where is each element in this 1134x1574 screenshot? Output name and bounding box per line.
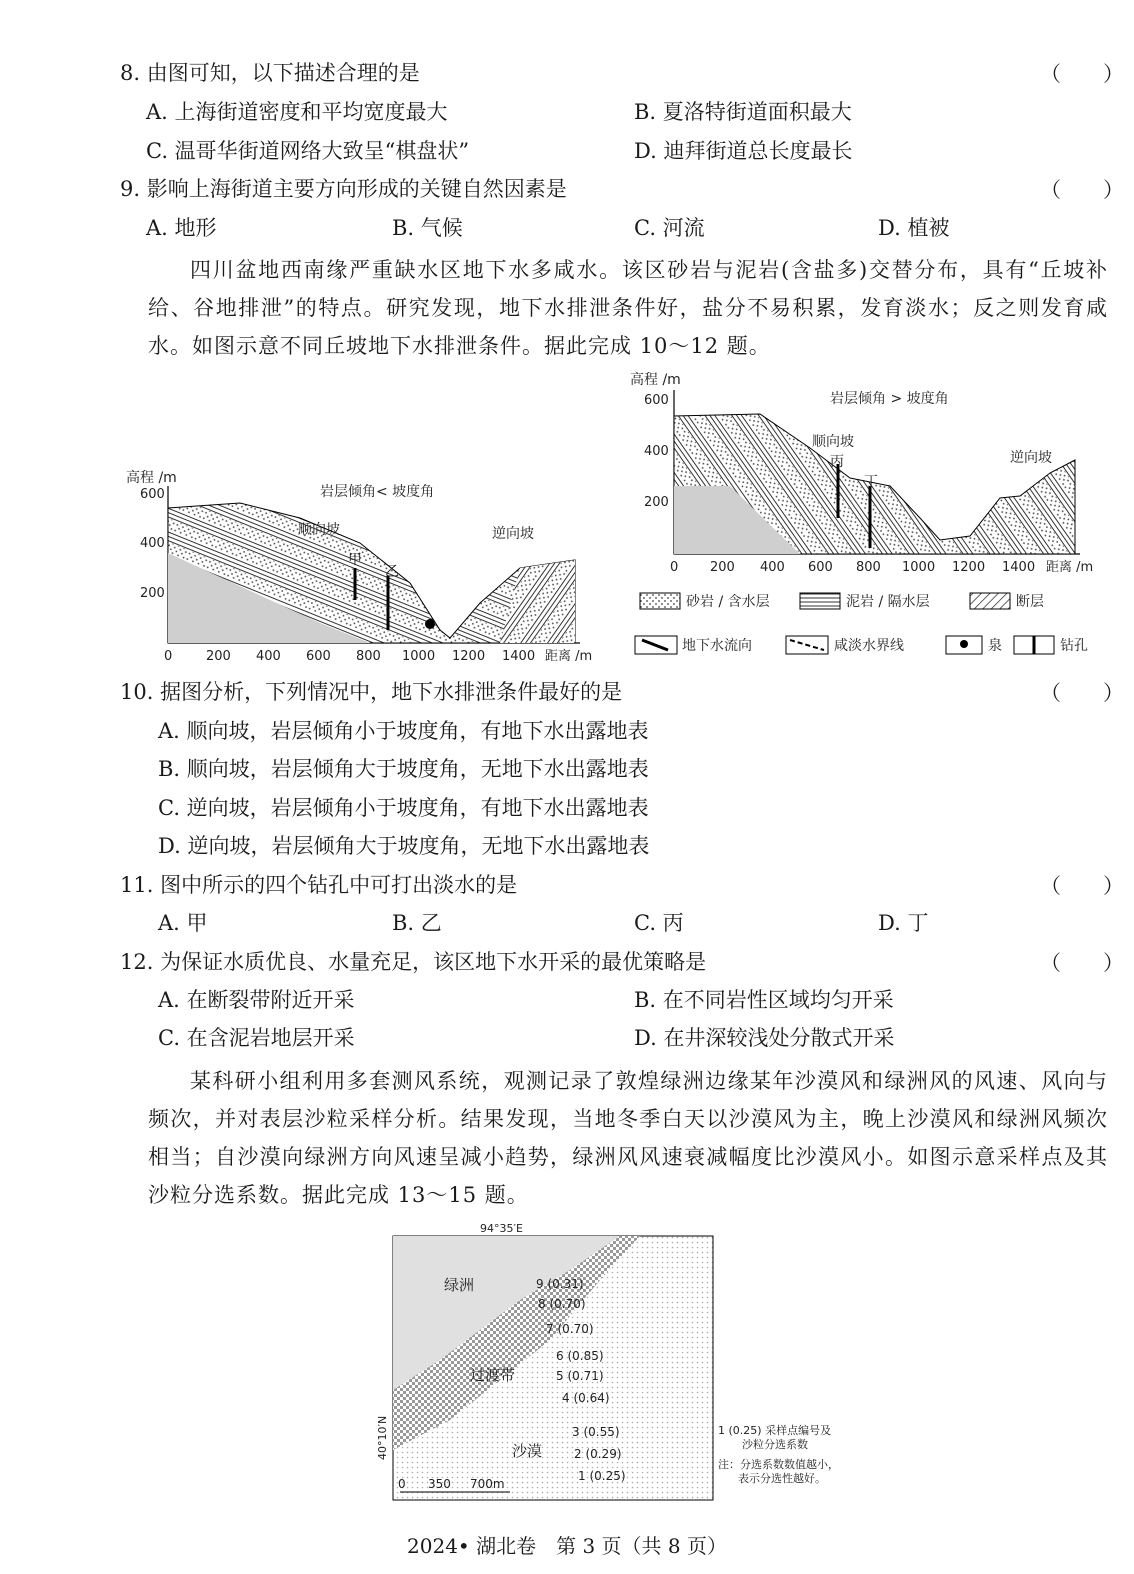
q10-option-a: A. 顺向坡，岩层倾角小于坡度角，有地下水出露地表 — [158, 719, 649, 743]
q12-stem: 12. 为保证水质优良、水量充足，该区地下水开采的最优策略是 — [120, 950, 707, 974]
sample-point-8: 8 (0.70) — [538, 1297, 586, 1311]
q8-option-b: B. 夏洛特街道面积最大 — [634, 100, 852, 124]
q10-stem: 10. 据图分析，下列情况中，地下水排泄条件最好的是 — [120, 680, 623, 704]
right-xtick: 1000 — [902, 560, 936, 575]
sample-point-3: 3 (0.55) — [572, 1425, 620, 1439]
left-ytick-400: 400 — [140, 536, 165, 551]
q10-option-b: B. 顺向坡，岩层倾角大于坡度角，无地下水出露地表 — [158, 757, 649, 781]
left-well-jia: 甲 — [348, 552, 362, 568]
legend-salt-fresh-boundary: 咸淡水界线 — [834, 638, 904, 654]
left-ylabel: 高程 /m — [126, 470, 177, 486]
q11-paren: （ ） — [1040, 874, 1124, 898]
right-cross-section — [630, 371, 1093, 654]
left-slope2: 逆向坡 — [492, 526, 534, 542]
right-ytick-600: 600 — [644, 393, 669, 408]
map-note-line1: 注：分选系数数值越小， — [718, 1458, 839, 1471]
q9-option-a: A. 地形 — [146, 216, 217, 240]
left-xtick: 800 — [356, 649, 381, 664]
q11-stem: 11. 图中所示的四个钻孔中可打出淡水的是 — [120, 873, 518, 897]
right-well-bing: 丙 — [830, 454, 844, 470]
right-xtick: 600 — [808, 560, 833, 575]
left-well-yi: 乙 — [385, 564, 399, 580]
scale-350: 350 — [428, 1477, 451, 1491]
sample-point-5: 5 (0.71) — [556, 1369, 604, 1383]
passage-groundwater: 四川盆地西南缘严重缺水区地下水多咸水。该区砂岩与泥岩(含盐多)交替分布，具有“丘坡补给、谷地排泄”的特点。研究发现，地下水排泄条件好，盐分不易积累，发育淡水；反之则发育咸水。如图示意不同丘坡地下水排泄条件。据此完成 10～12 题。 — [148, 258, 1108, 358]
q8-paren: （ ） — [1040, 62, 1124, 86]
q11-option-b: B. 乙 — [392, 911, 442, 935]
q12-option-d: D. 在井深较浅处分散式开采 — [634, 1026, 895, 1050]
sample-point-9: 9 (0.31) — [536, 1277, 584, 1291]
right-slope1: 顺向坡 — [812, 434, 854, 450]
legend-fault: 断层 — [1016, 594, 1044, 610]
q9-paren: （ ） — [1040, 178, 1124, 202]
left-slope1: 顺向坡 — [298, 522, 340, 538]
map-legend-line1: 1 (0.25) 采样点编号及 — [718, 1424, 832, 1437]
q8-stem: 8. 由图可知，以下描述合理的是 — [120, 61, 420, 85]
right-xtick: 800 — [856, 560, 881, 575]
q9-option-c: C. 河流 — [634, 216, 705, 240]
q8-option-c: C. 温哥华街道网络大致呈“棋盘状” — [146, 139, 470, 163]
legend-mudstone: 泥岩 / 隔水层 — [846, 594, 930, 610]
right-slope2: 逆向坡 — [1010, 450, 1052, 466]
legend-borehole: 钻孔 — [1060, 638, 1088, 654]
q12-option-a: A. 在断裂带附近开采 — [158, 988, 355, 1012]
q11-option-d: D. 丁 — [878, 911, 929, 935]
left-xtick: 200 — [206, 649, 231, 664]
left-xtick: 600 — [306, 649, 331, 664]
left-xtick: 1000 — [402, 649, 436, 664]
sample-point-7: 7 (0.70) — [546, 1322, 594, 1336]
scale-0: 0 — [398, 1477, 406, 1491]
left-xtick: 0 — [164, 649, 173, 664]
left-xtick: 1200 — [452, 649, 486, 664]
groundwater-cross-section-figure — [120, 368, 1120, 668]
right-title: 岩层倾角 > 坡度角 — [830, 391, 949, 407]
sampling-map-figure — [370, 1220, 870, 1505]
map-legend-line2: 沙粒分选系数 — [742, 1438, 808, 1451]
left-cross-section — [126, 469, 592, 664]
zone-desert: 沙漠 — [512, 1442, 543, 1460]
q10-option-d: D. 逆向坡，岩层倾角大于坡度角，无地下水出露地表 — [158, 834, 650, 858]
left-xtick: 1400 — [502, 649, 536, 664]
q8-option-a: A. 上海街道密度和平均宽度最大 — [146, 100, 448, 124]
scale-700: 700m — [470, 1477, 505, 1491]
right-ylabel: 高程 /m — [630, 372, 681, 388]
legend-spring: 泉 — [988, 638, 1002, 654]
q8-option-d: D. 迪拜街道总长度最长 — [634, 139, 853, 163]
right-xtick: 1200 — [952, 560, 986, 575]
q9-option-b: B. 气候 — [392, 216, 463, 240]
left-title: 岩层倾角< 坡度角 — [320, 484, 435, 500]
q9-stem: 9. 影响上海街道主要方向形成的关键自然因素是 — [120, 177, 567, 201]
q11-option-a: A. 甲 — [158, 911, 208, 935]
q10-paren: （ ） — [1040, 681, 1124, 705]
page-footer: 2024• 湖北卷 第 3 页（共 8 页） — [407, 1534, 727, 1558]
legend-sandstone: 砂岩 / 含水层 — [686, 594, 770, 610]
passage-dunhuang-wind: 某科研小组利用多套测风系统，观测记录了敦煌绿洲边缘某年沙漠风和绿洲风的风速、风向与频次，并对表层沙粒采样分析。结果发现，当地冬季白天以沙漠风为主，晚上沙漠风和绿洲风频次相当；自沙漠向绿洲方向风速呈减小趋势，绿洲风风速衰减幅度比沙漠风小。如图示意采样点及其沙粒分选系数。据此完成 13～15 题。 — [148, 1069, 1108, 1207]
sample-point-4: 4 (0.64) — [562, 1391, 610, 1405]
latitude-label: 40°10′N — [376, 1415, 389, 1460]
sample-point-1: 1 (0.25) — [578, 1469, 626, 1483]
longitude-label: 94°35′E — [480, 1222, 523, 1235]
right-xtick: 0 — [670, 560, 679, 575]
q11-option-c: C. 丙 — [634, 911, 684, 935]
right-xtick: 200 — [710, 560, 735, 575]
zone-transition: 过渡带 — [470, 1366, 516, 1384]
map-note-line2: 表示分选性越好。 — [738, 1472, 826, 1485]
q9-option-d: D. 植被 — [878, 216, 950, 240]
right-xtick: 1400 — [1002, 560, 1036, 575]
right-well-ding: 丁 — [864, 474, 878, 490]
left-xtick: 400 — [256, 649, 281, 664]
sample-point-6: 6 (0.85) — [556, 1349, 604, 1363]
q12-paren: （ ） — [1040, 951, 1124, 975]
legend-flow: 地下水流向 — [682, 638, 752, 654]
right-ytick-200: 200 — [644, 495, 669, 510]
q10-option-c: C. 逆向坡，岩层倾角小于坡度角，有地下水出露地表 — [158, 796, 649, 820]
right-xlabel: 距离 /m — [1046, 560, 1094, 575]
q12-option-c: C. 在含泥岩地层开采 — [158, 1026, 355, 1050]
sample-point-2: 2 (0.29) — [574, 1447, 622, 1461]
right-xtick: 400 — [760, 560, 785, 575]
right-ytick-400: 400 — [644, 444, 669, 459]
q12-option-b: B. 在不同岩性区域均匀开采 — [634, 988, 894, 1012]
left-ytick-200: 200 — [140, 586, 165, 601]
left-xlabel: 距离 /m — [545, 649, 593, 664]
zone-oasis: 绿洲 — [444, 1276, 475, 1294]
left-ytick-600: 600 — [140, 487, 165, 502]
